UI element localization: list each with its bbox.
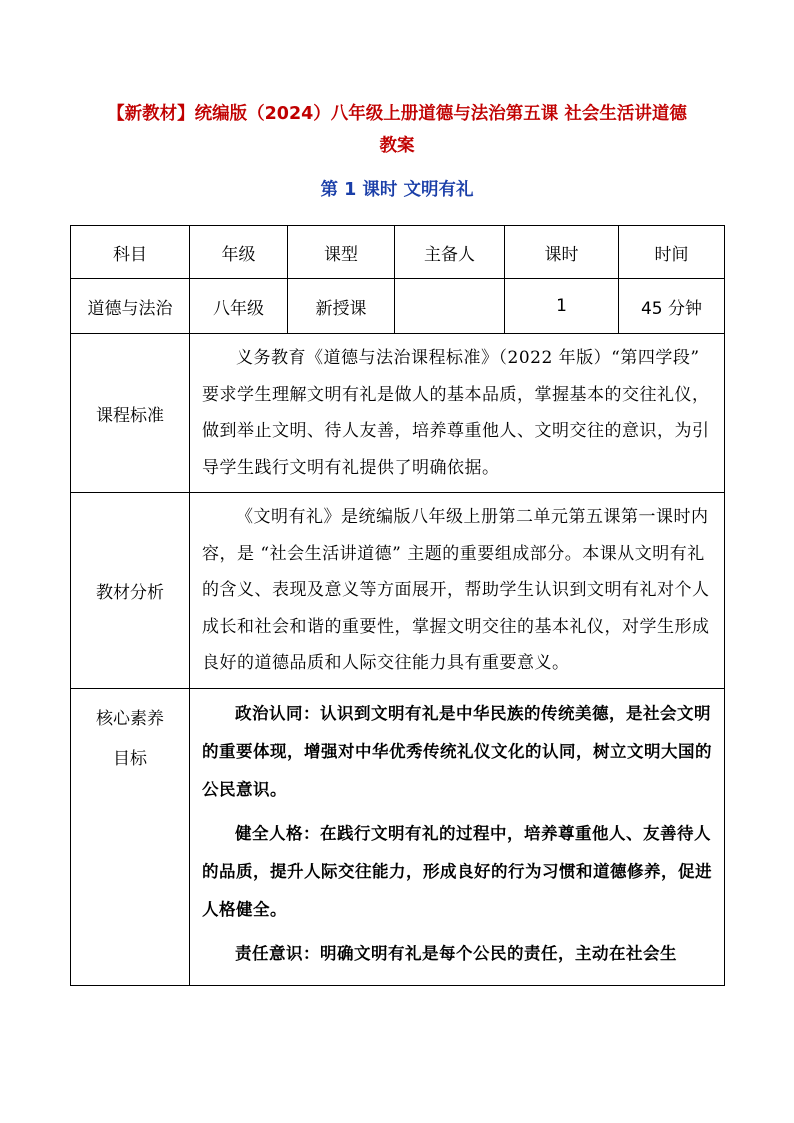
analysis-text: 《文明有礼》是统编版八年级上册第二单元第五课第一课时内容，是 “社会生活讲道德” 主题的重要组成部分。本课从文明有礼的含义、表现及意义等方面展开，帮助学生认识到文明有礼对个人成长和社会和谐的重要性，掌握文明交往的基本礼仪，对学生形成良好的道德品质和人际交往能力具有重要意义。 xyxy=(202,507,710,673)
standard-text: 义务教育《道德与法治课程标准》（2022 年版）“第四学段” 要求学生理解文明有礼是做人的基本品质，掌握基本的交往礼仪，做到举止文明、待人友善，培养尊重他人、文明交往的意识，为引导学生践行文明有礼提供了明确依据。 xyxy=(202,348,710,478)
goal-paragraph xyxy=(202,815,718,929)
lesson-subtitle: 第 1 课时 文明有礼 xyxy=(320,180,474,200)
header-cell-duration: 时间 xyxy=(619,226,725,279)
value-cell-periods: 1 xyxy=(505,279,619,334)
core-label-line-2: 目标 xyxy=(113,748,147,769)
goal-text: 认识到文明有礼是中华民族的传统美德，是社会文明的重要体现，增强对中华优秀传统礼仪文化的认同，树立文明大国的公民意识。 xyxy=(202,703,712,799)
document-title xyxy=(70,98,724,162)
header-cell-periods: 课时 xyxy=(505,226,619,279)
title-line-2: 教案 xyxy=(379,136,415,156)
header-cell-subject: 科目 xyxy=(71,226,190,279)
header-row xyxy=(71,226,725,279)
core-label-line-1: 核心素养 xyxy=(96,708,164,729)
analysis-row xyxy=(71,493,725,689)
value-cell-grade: 八年级 xyxy=(190,279,288,334)
standard-label: 课程标准 xyxy=(71,334,190,493)
header-cell-lesson-type: 课型 xyxy=(288,226,395,279)
analysis-label: 教材分析 xyxy=(71,493,190,689)
goal-paragraph xyxy=(202,695,718,809)
value-cell-duration: 45 分钟 xyxy=(619,279,725,334)
value-cell-lesson-type: 新授课 xyxy=(288,279,395,334)
standard-content xyxy=(190,334,725,493)
lesson-plan-table xyxy=(70,225,725,986)
core-goals-row xyxy=(71,688,725,985)
analysis-content xyxy=(190,493,725,689)
header-cell-preparer: 主备人 xyxy=(395,226,505,279)
core-goals-content xyxy=(190,688,725,985)
goal-text: 在践行文明有礼的过程中，培养尊重他人、友善待人的品质，提升人际交往能力，形成良好的行为习惯和道德修养，促进人格健全。 xyxy=(202,823,712,919)
value-row xyxy=(71,279,725,334)
value-cell-preparer xyxy=(395,279,505,334)
goal-lead: 健全人格： xyxy=(235,823,320,843)
goal-lead: 政治认同： xyxy=(235,703,320,723)
header-cell-grade: 年级 xyxy=(190,226,288,279)
goal-paragraph xyxy=(202,935,718,973)
core-goals-label xyxy=(71,688,190,985)
goal-lead: 责任意识： xyxy=(235,943,320,963)
title-line-1: 【新教材】统编版（2024）八年级上册道德与法治第五课 社会生活讲道德 xyxy=(107,104,687,124)
value-cell-subject: 道德与法治 xyxy=(71,279,190,334)
goal-text: 明确文明有礼是每个公民的责任，主动在社会生 xyxy=(320,943,677,963)
standard-row xyxy=(71,334,725,493)
